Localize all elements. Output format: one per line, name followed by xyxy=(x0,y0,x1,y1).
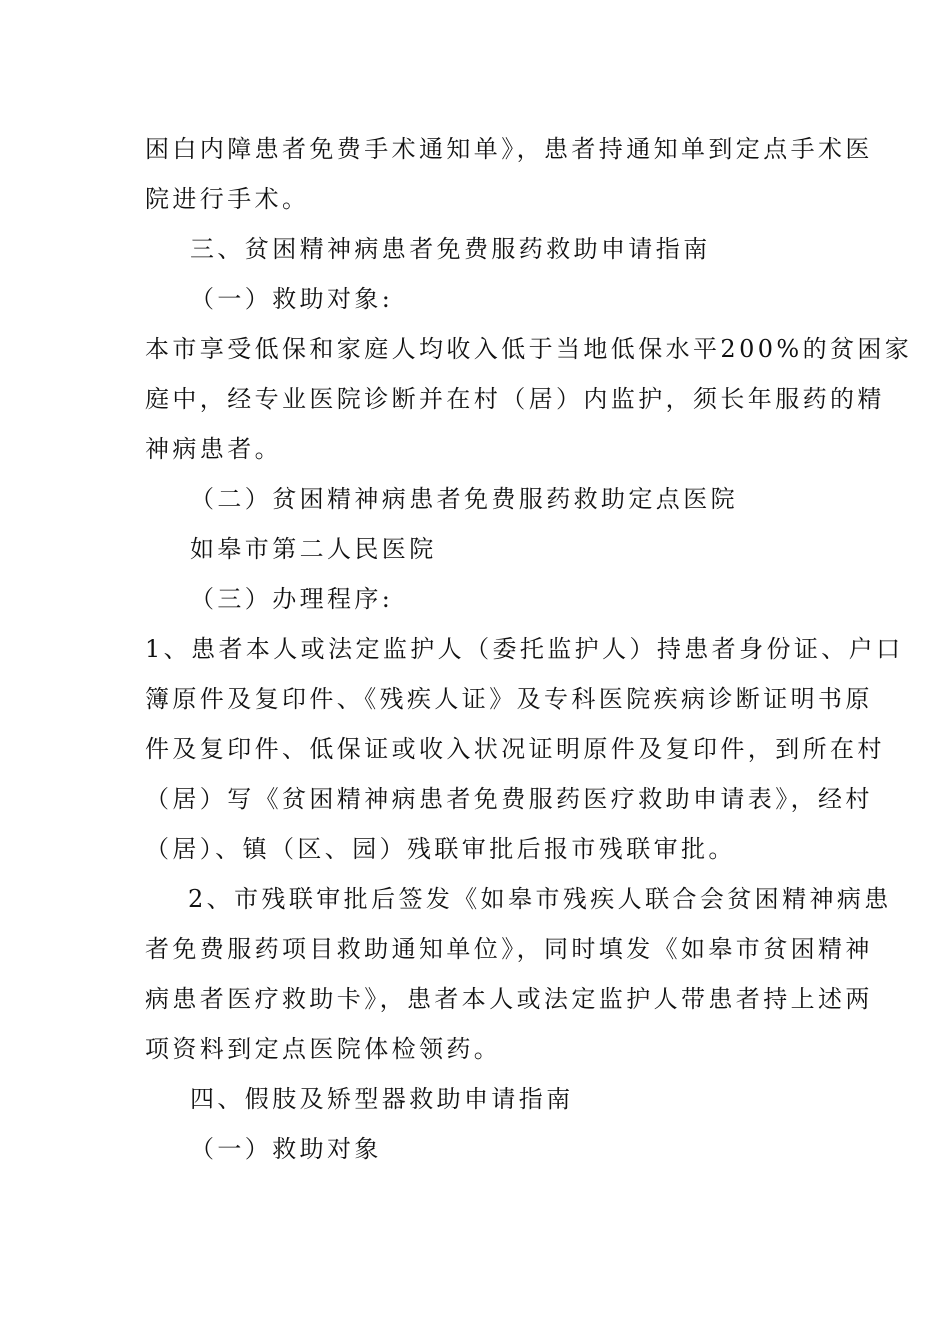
section-heading-3: 三、贫困精神病患者免费服药救助申请指南 xyxy=(190,235,711,263)
paragraph-line: 神病患者。 xyxy=(145,435,282,463)
procedure-step-1-cont: （居）写《贫困精神病患者免费服药医疗救助申请表》，经村 xyxy=(145,785,873,813)
text-line-continuation: 院进行手术。 xyxy=(145,185,310,213)
subheading-designated-hospital: （二）贫困精神病患者免费服药救助定点医院 xyxy=(190,485,738,513)
subheading-procedure: （三）办理程序: xyxy=(190,585,394,613)
procedure-step-1-cont: （居）、镇（区、园）残联审批后报市残联审批。 xyxy=(145,835,736,863)
hospital-name: 如皋市第二人民医院 xyxy=(190,535,437,563)
section-heading-4: 四、假肢及矫型器救助申请指南 xyxy=(190,1085,574,1113)
text-line-continuation: 困白内障患者免费手术通知单》，患者持通知单到定点手术医 xyxy=(145,135,873,163)
procedure-step-1: 1、患者本人或法定监护人（委托监护人）持患者身份证、户口 xyxy=(145,635,904,663)
procedure-step-2-cont: 者免费服药项目救助通知单位》，同时填发《如皋市贫困精神 xyxy=(145,935,873,963)
subheading-aid-target: （一）救助对象: xyxy=(190,285,394,313)
procedure-step-2-cont: 病患者医疗救助卡》，患者本人或法定监护人带患者持上述两 xyxy=(145,985,873,1013)
subheading-aid-target: （一）救助对象 xyxy=(190,1135,382,1163)
paragraph-line: 庭中，经专业医院诊断并在村（居）内监护，须长年服药的精 xyxy=(145,385,885,413)
procedure-step-1-cont: 件及复印件、低保证或收入状况证明原件及复印件，到所在村 xyxy=(145,735,885,763)
procedure-step-1-cont: 簿原件及复印件、《残疾人证》及专科医院疾病诊断证明书原 xyxy=(145,685,873,713)
paragraph-line: 本市享受低保和家庭人均收入低于当地低保水平200%的贫困家 xyxy=(145,335,913,363)
procedure-step-2-cont: 项资料到定点医院体检领药。 xyxy=(145,1035,502,1063)
procedure-step-2: 2、市残联审批后签发《如皋市残疾人联合会贫困精神病患 xyxy=(188,885,892,913)
